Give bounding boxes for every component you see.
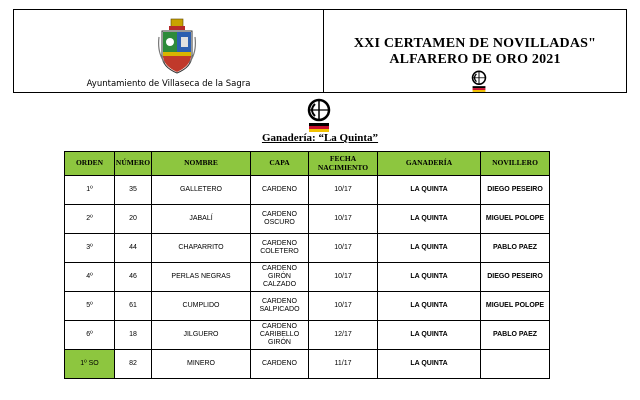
cell-capa: CARDENO OSCURO (251, 205, 309, 234)
coat-of-arms-icon (157, 17, 197, 77)
cell-numero: 18 (115, 321, 152, 350)
cell-orden: 3º (65, 234, 115, 263)
table-row (65, 263, 550, 292)
cell-nombre: JILGUERO (152, 321, 251, 350)
ayuntamiento-label: Ayuntamiento de Villaseca de la Sagra (86, 79, 251, 89)
novillos-table (64, 151, 550, 379)
cell-capa: CARDENO (251, 176, 309, 205)
cell-orden: 1º (65, 176, 115, 205)
cell-ganaderia: LA QUINTA (378, 350, 481, 379)
cell-orden: 1º SO (65, 350, 115, 379)
cell-ganaderia: LA QUINTA (378, 205, 481, 234)
cell-ganaderia: LA QUINTA (378, 263, 481, 292)
col-header-orden: ORDEN (65, 152, 115, 176)
cell-ganaderia: LA QUINTA (378, 292, 481, 321)
event-title-line-2: ALFARERO DE ORO 2021 (389, 52, 561, 67)
table-row (65, 205, 550, 234)
cell-numero: 82 (115, 350, 152, 379)
alfarero-logo-icon (470, 70, 488, 92)
cell-numero: 20 (115, 205, 152, 234)
cell-capa: CARDENO SALPICADO (251, 292, 309, 321)
cell-numero: 61 (115, 292, 152, 321)
cell-capa: CARDENO CARIBELLO GIRÓN (251, 321, 309, 350)
document-header (13, 9, 627, 93)
cell-capa: CARDENO (251, 350, 309, 379)
cell-fecha: 10/17 (309, 176, 378, 205)
cell-nombre: PERLAS NEGRAS (152, 263, 251, 292)
cell-capa: CARDENO COLETERO (251, 234, 309, 263)
header-left-cell (14, 10, 324, 92)
cell-fecha: 10/17 (309, 234, 378, 263)
cell-novillero: PABLO PAEZ (481, 321, 550, 350)
header-right-cell (324, 10, 626, 92)
col-header-capa: CAPA (251, 152, 309, 176)
cell-novillero: DIEGO PESEIRO (481, 263, 550, 292)
col-header-fecha: FECHA NACIMIENTO (309, 152, 378, 176)
cell-numero: 35 (115, 176, 152, 205)
cell-nombre: JABALÍ (152, 205, 251, 234)
cell-novillero: DIEGO PESEIRO (481, 176, 550, 205)
col-header-ganaderia: GANADERÍA (378, 152, 481, 176)
cell-orden: 5º (65, 292, 115, 321)
table-row (65, 176, 550, 205)
cell-capa: CARDENO GIRÓN CALZADO (251, 263, 309, 292)
cell-nombre: CHAPARRITO (152, 234, 251, 263)
cell-nombre: CUMPLIDO (152, 292, 251, 321)
ganaderia-title: Ganadería: “La Quinta” (261, 132, 379, 144)
cell-novillero: PABLO PAEZ (481, 234, 550, 263)
col-header-nombre: NOMBRE (152, 152, 251, 176)
table-row (65, 292, 550, 321)
cell-orden: 2º (65, 205, 115, 234)
cell-novillero (481, 350, 550, 379)
cell-nombre: MINERO (152, 350, 251, 379)
alfarero-logo-center-icon (305, 98, 333, 132)
cell-orden: 6º (65, 321, 115, 350)
col-header-novillero: NOVILLERO (481, 152, 550, 176)
cell-novillero: MIGUEL POLOPE (481, 205, 550, 234)
event-title-line-1: XXI CERTAMEN DE NOVILLADAS" (353, 36, 597, 51)
cell-numero: 46 (115, 263, 152, 292)
table-header-row (65, 152, 550, 176)
table-row (65, 234, 550, 263)
cell-fecha: 11/17 (309, 350, 378, 379)
cell-numero: 44 (115, 234, 152, 263)
cell-fecha: 12/17 (309, 321, 378, 350)
cell-novillero: MIGUEL POLOPE (481, 292, 550, 321)
col-header-numero: NÚMERO (115, 152, 152, 176)
cell-ganaderia: LA QUINTA (378, 176, 481, 205)
table-row-sobrero (65, 350, 550, 379)
cell-fecha: 10/17 (309, 205, 378, 234)
cell-ganaderia: LA QUINTA (378, 234, 481, 263)
cell-orden: 4º (65, 263, 115, 292)
cell-ganaderia: LA QUINTA (378, 321, 481, 350)
table-row (65, 321, 550, 350)
cell-nombre: GALLETERO (152, 176, 251, 205)
cell-fecha: 10/17 (309, 263, 378, 292)
cell-fecha: 10/17 (309, 292, 378, 321)
